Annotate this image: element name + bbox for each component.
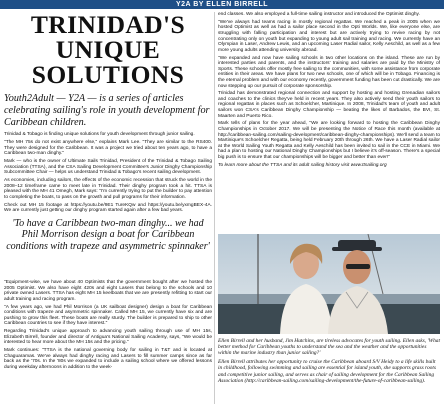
body-paragraph: "We've always had teams racing in mostly regional regattas. We reached a peak in 2005 when we hosted Optimist as well as had a sailor place second in the Opti Worlds. We, like everyone else, are struggling with falling participation and interest but are actively trying to revive racing by not concentrating only on youth but expanding to young adult sail training and racing. We currently have an Olympian in Laser, Andrew Lewis, and an upcoming Laser Radial sailor, Kelly Aeschild, as well as a few more young adults attending university abroad. [218, 19, 440, 53]
author-photo [218, 234, 440, 334]
caption-paragraph: Ellen Birrell attributes her opportunity to cruise the Caribbean aboard S/V Heidy to a life skills built in childhood, following swimming and sailing are essential for island youth, she supports grass roots and competitive junior sailing, and serves as chair of sailing development for the Caribbean Sailing Association (http://caribbean-sailing.com/sailing-development/the-future-of-caribbean-sailing). [218, 359, 436, 384]
headline-line-3: SOLUTIONS [31, 60, 185, 89]
headline [4, 12, 212, 87]
body-paragraph: Trinidad & Tobago is finding unique solutions for youth development through junior sailing. [4, 132, 195, 138]
body-paragraph: Check out MH 15 footage at https://youtu.be/9E1 TureKQw and https://youtu.be/yxmgBEX-4A. We are currently just getting our dinghy program started again after a few bad years. [4, 202, 212, 214]
body-paragraph: Regarding Trinidad's unique approach to advancing youth sailing through use of MH 15s, Elizabeth Birrell, founder and director of Antigua's National Sailing Academy, says, "We would be interested to hear more about the MH 15s and the pricing." [4, 329, 212, 346]
body-paragraph: Mark tells of plans for the year ahead, "We are looking forward to hosting the Caribbean Dinghy Championships in October 2017. We will be presenting the Notice of Race this month (available at http://caribbean-sailing.com/sailing-development/caribbean-dinghy-championships). We'll send a team to Martinique's Schoelcher Regatta, being held February 20th through 26th. We have a Laser Radial sailor at the World Sailing Youth Regatta and Kelly Aeschild has been invited to sail in the CCE in Miami. We had a plan to hosting our National Dinghy Championships but I believe it's off-season. There's a special big push is to ensure that our championships will be bigger and better than ever!" [218, 121, 440, 160]
left-column [4, 12, 212, 216]
caption-paragraph: Ellen Birrell and her husband, Jim Hutchins, are tireless advocates for youth sailing. Ellen asks, 'What better method for Caribbean youths to understand the sea and the weather and the opportunities within the marine industry than junior sailing?' [218, 338, 440, 357]
headline-line-1: TRINIDAD'S [30, 10, 186, 39]
body-paragraph: Mark — who is the owner of Ultimate Sails Trinidad, President of the Trinidad & Tobago Sailing Association (TTSA), and the CSA Sailing Development Committee's Junior Dinghy Championship Subcommittee Chair — helps us understand Trinidad & Tobago's recent sailing development. [4, 159, 212, 176]
body-paragraph: "A few years ago, we had Phil Morrison (a UK sailboat designer) design a boat for Caribbean conditions with trapeze and asymmetric spinnaker. Called MH 15, we currently have six and are pushing to grow this fleet. These boats are really sturdy. The builder is prepared to ship to other Caribbean countries to see if they have interest." [4, 304, 212, 327]
body-paragraph: "Equipment-wise, we have about 40 Optimists that the government bought after we hosted the 2005 Optimist. We also have eight 420s and eight Lasers that belong to the schools and 10 private owned Lasers. TTSA has eight MH 15 keelboats that we are presently refitting to start our adult training and racing program. [4, 280, 212, 302]
column-divider [214, 12, 215, 404]
body-paragraph: end classes. We also employed a full-time sailing instructor and introduced the Optimist dinghy. [218, 12, 420, 17]
body-paragraph-italic: To learn more about the TTSA and its adult sailing history visit www.ttsailing.org [218, 162, 387, 168]
body-paragraph: "The MH 75s do not exist anywhere else," explains Mark Lee. "They are similar to the RS400. They were designed for the Caribbean. It was a project we tried about ten years ago, to have a Caribbean two-man dinghy." [4, 140, 212, 157]
body-paragraph: As economies, including sailors, the effects of the economic recession that struck the world in the 2008–12 timeframe came to meet late in Trinidad. Their dinghy program took a hit. TTSA is pleased with the MH 41 Omegh, Mark says: "I'm currently trying to put the builder to pay attention to completing the boats, to pass on the growth and pull programs for their information. [4, 178, 212, 200]
body-paragraph: Mark continues: "TTSA is the national governing body for sailing in T&T and is located at Chaguaramas. We've always had dinghy racing and Lasers to fill summer camps since as far back as the '70s. In the '80s we expanded to include a sailing school where we offered lessons during weekday afternoons in addition to the week- [4, 348, 212, 370]
photo-illustration [218, 234, 440, 334]
photo-caption [218, 338, 440, 386]
article-deck: Youth2Adult — Y2A — is a series of articles celebrating sailing's role in youth development for Caribbean children. [4, 93, 210, 128]
pull-quote: 'To have a Caribbean two-man dinghy... we had Phil Morrison design a boat for Caribbean conditions with trapeze and asymmetric spinnaker' [6, 218, 210, 252]
headline-line-2: UNIQUE [55, 35, 161, 64]
body-paragraph: "We expanded and now have sailing schools in two other locations on the island. These are run by interested parties and parents, and the instructors' training and salaries are paid by the Ministry of Sports. These schools offer mostly free sailing to the communities, with some assistance from corporate entities in their areas. We have plans for two new schools, one of which will be in Tobago. Financing is the eternal problem and with our economy recently, government funding has been cut drastically. We are now stepping up our pursuit of corporate sponsorship. [218, 55, 440, 89]
right-column [218, 12, 440, 171]
body-paragraph: Trinidad has demonstrated regional connection and support by hosting and hosting Grenadian sailors and coaches to the clinics they've held in recent years. They also actively send their youth sailors to regional regattas in places such as Schoelcher, Martinique. In 2008, Trinidad's team of youth and adult sailors won CSA's Caribbean Dinghy Championship — beating the likes of Barbados, the BVI, St. Maarten and Puerto Rico. [218, 91, 440, 119]
section-header: Y2A BY ELLEN BIRRELL [0, 0, 444, 9]
left-lower-column [4, 280, 212, 373]
